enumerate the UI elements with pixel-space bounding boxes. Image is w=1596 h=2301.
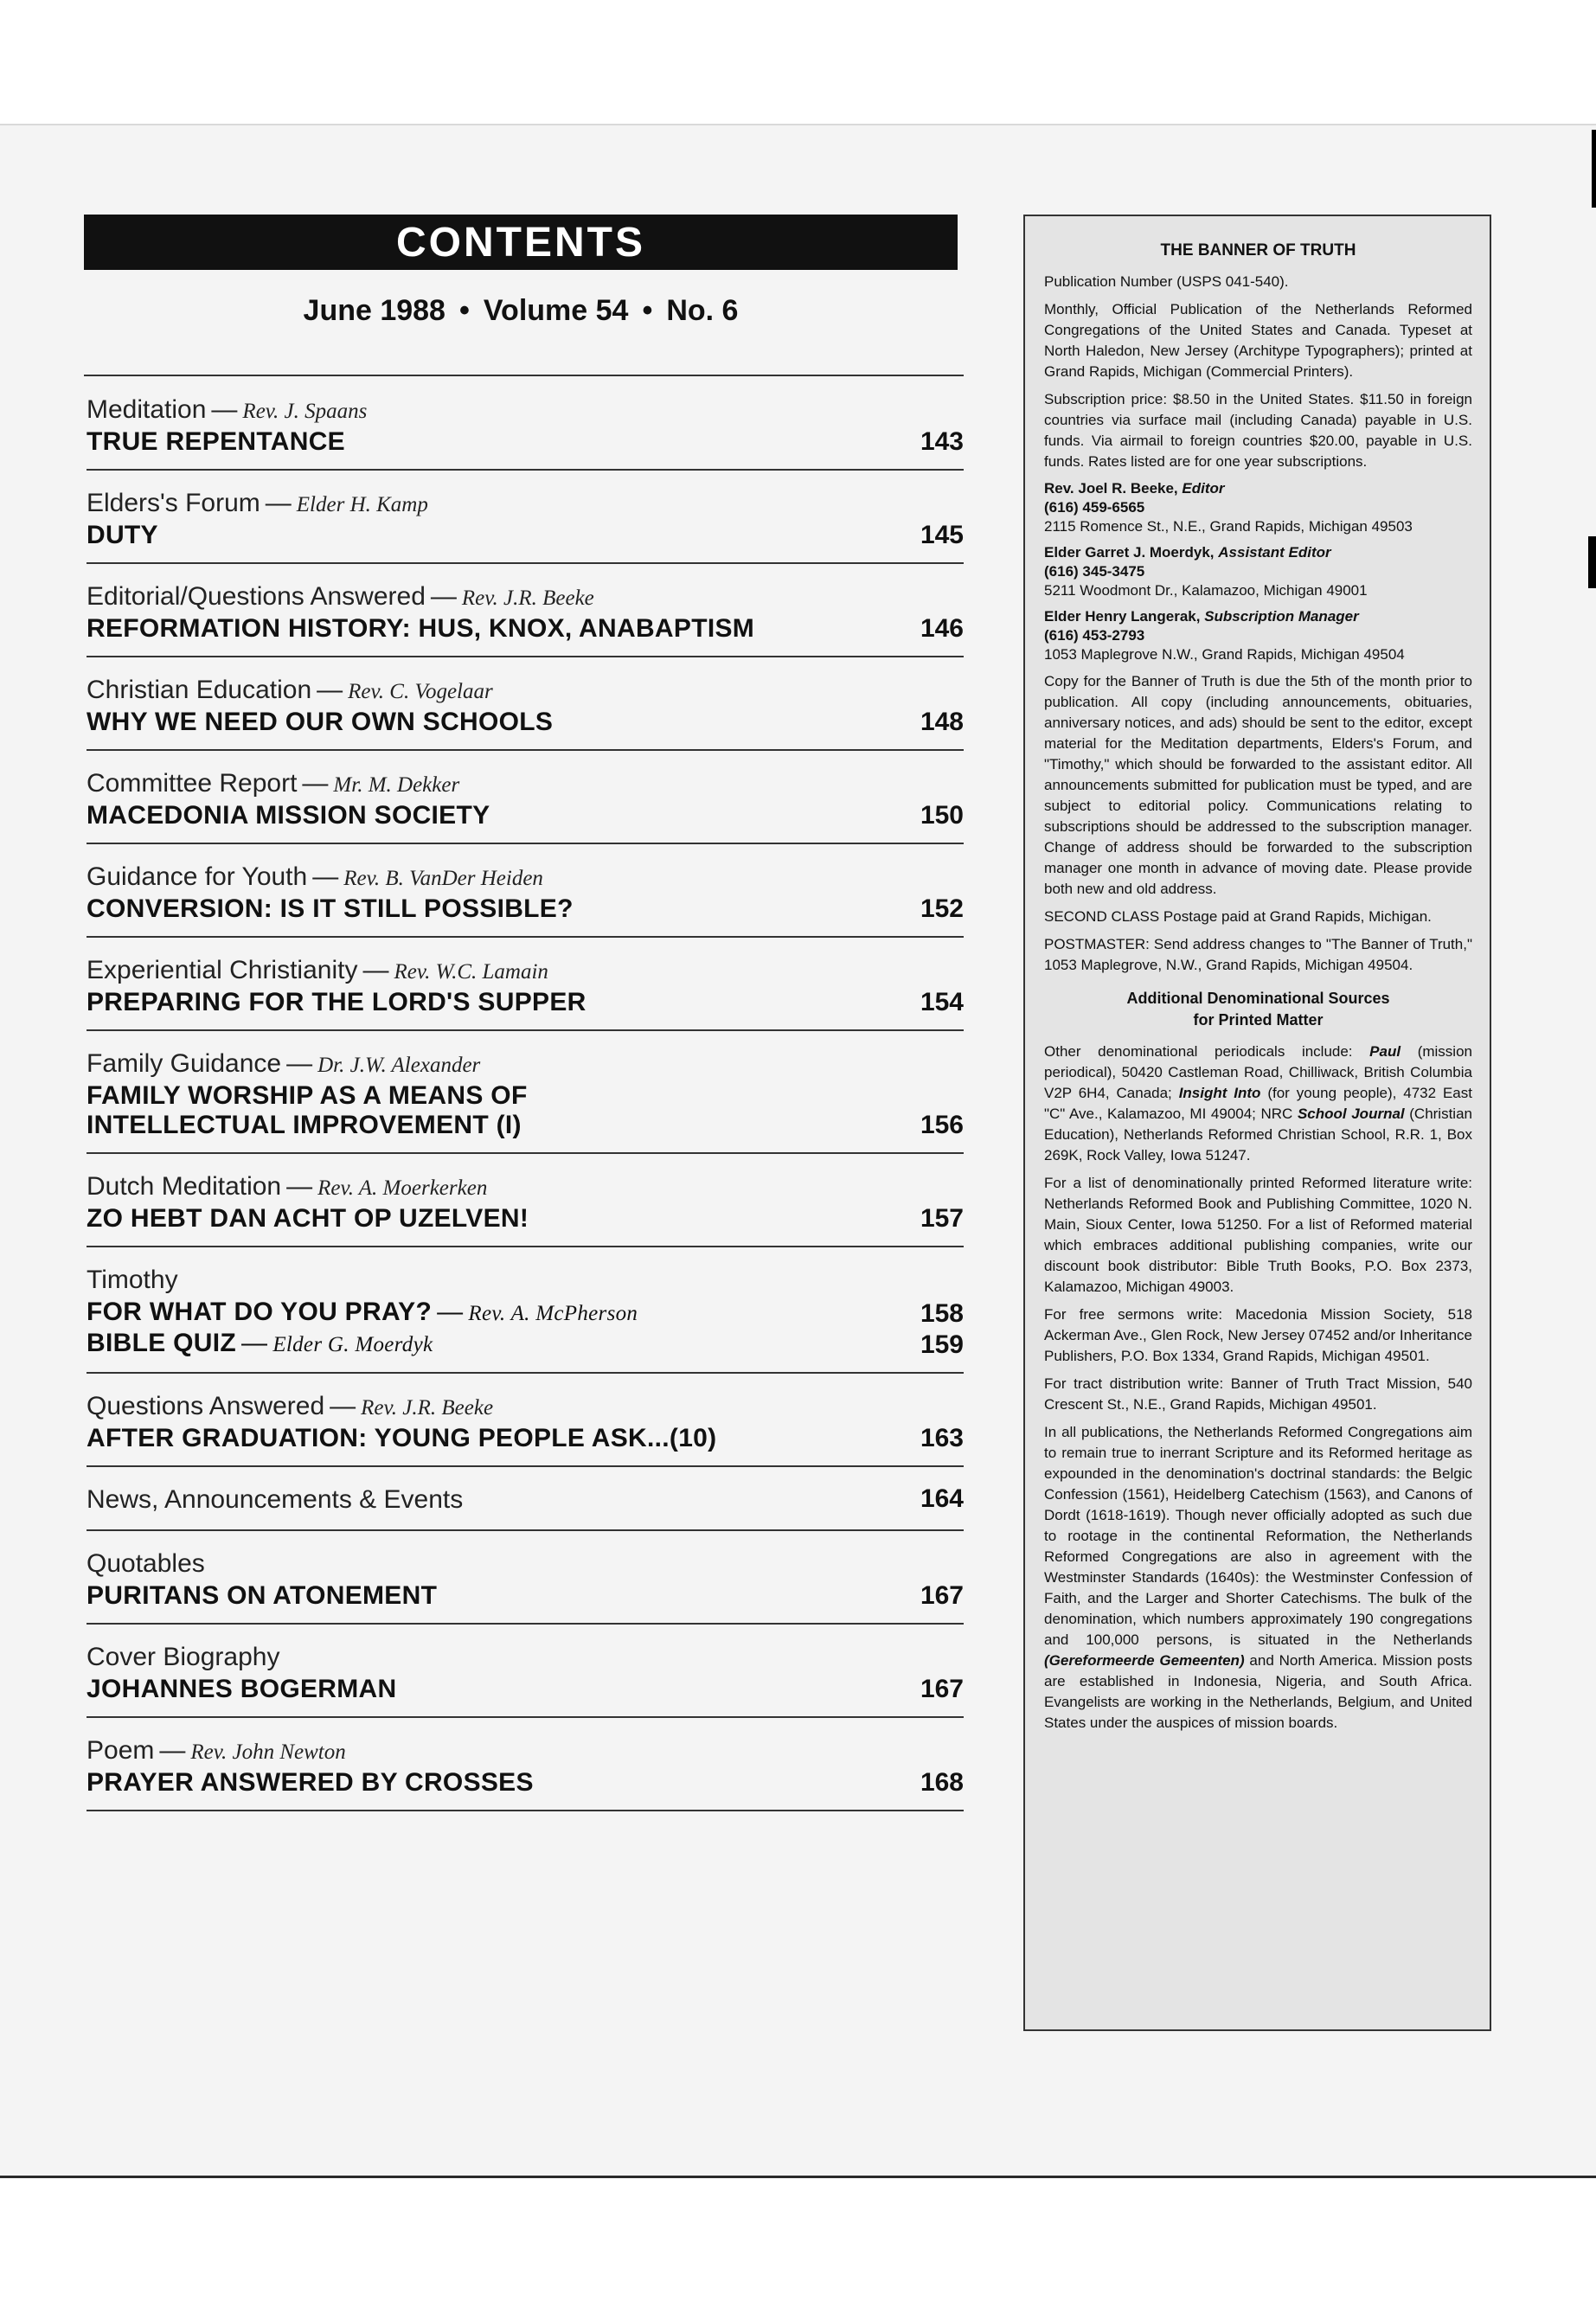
literature-info: For a list of denominationally printed Reformed literature write: Netherlands Reformed Book and Publishing Committee, 1020 N. Main, Sioux Center, Iowa 51250. For a list of Reformed material which embraces additional publishing companies, write our discount book distributor: Bible Truth Books, P.O. Box 2373, Kalamazoo, Michigan 49003.: [1044, 1175, 1472, 1295]
sources-heading: Additional Denominational Sources for Printed Matter: [1126, 990, 1390, 1029]
toc-department: Christian Education — Rev. C. Vogelaar: [87, 676, 493, 704]
toc-title: MACEDONIA MISSION SOCIETY: [87, 801, 490, 830]
toc-title: PREPARING FOR THE LORD'S SUPPER: [87, 988, 586, 1016]
divider: [84, 375, 964, 376]
toc-title: BIBLE QUIZ — Elder G. Moerdyk: [87, 1329, 433, 1357]
contents-banner: CONTENTS: [84, 215, 958, 270]
periodicals-info: Other denominational periodicals include: Paul (mission periodical), 50420 Castleman Road, Chilliwack, British Columbia V2P 6H4, Canada; Insight Into (for young people), 4732 East "C" Ave., Kalamazoo, MI 49004; NRC School Journal (Christian Education), Netherlands Reformed Christian School, R.R. 1, Box 269K, Rock Valley, Iowa 51247.: [1044, 1043, 1472, 1163]
toc-page-number: 168: [920, 1768, 964, 1797]
toc-department: Meditation — Rev. J. Spaans: [87, 395, 368, 424]
toc-department: Elders's Forum — Elder H. Kamp: [87, 489, 428, 517]
issue-number: No. 6: [666, 294, 739, 327]
toc-department: Experiential Christianity — Rev. W.C. Lamain: [87, 956, 548, 984]
toc-entry[interactable]: [87, 564, 964, 657]
toc-author: Rev. B. VanDer Heiden: [343, 867, 543, 890]
toc-department: Cover Biography: [87, 1643, 280, 1671]
toc-author: Rev. C. Vogelaar: [348, 680, 493, 703]
toc-department: Editorial/Questions Answered — Rev. J.R. Beeke: [87, 582, 594, 611]
toc-entry[interactable]: [87, 1154, 964, 1247]
scan-edge-mark: [1588, 536, 1596, 588]
toc-page-number: 158: [920, 1299, 964, 1328]
toc-entry[interactable]: [87, 1247, 964, 1374]
subscription-info: Subscription price: $8.50 in the United States. $11.50 in foreign countries via surface mail (including Canada) payable in U.S. funds. Via airmail to foreign countries $20.00, payable in U.S. funds. Rates listed are for one year subscriptions.: [1044, 391, 1472, 470]
publication-about: Monthly, Official Publication of the Netherlands Reformed Congregations of the United States and Canada. Typeset at North Haledon, New Jersey (Architype Typographers); printed at Grand Rapids, Michigan (Commercial Printers).: [1044, 301, 1472, 380]
toc-entry[interactable]: [87, 1374, 964, 1467]
toc-entry[interactable]: [87, 751, 964, 844]
toc-department: Dutch Meditation — Rev. A. Moerkerken: [87, 1172, 488, 1201]
toc-page-number: 167: [920, 1581, 964, 1610]
masthead-title: THE BANNER OF TRUTH: [1160, 241, 1356, 260]
toc-department: Timothy: [87, 1266, 178, 1294]
toc-title: PURITANS ON ATONEMENT: [87, 1581, 438, 1610]
toc-author: Elder H. Kamp: [296, 493, 428, 516]
toc-title: WHY WE NEED OUR OWN SCHOOLS: [87, 708, 554, 736]
toc-author: Rev. John Newton: [190, 1740, 346, 1764]
toc-title: FOR WHAT DO YOU PRAY? — Rev. A. McPherson: [87, 1298, 638, 1326]
publication-number: Publication Number (USPS 041-540).: [1044, 273, 1289, 290]
toc-department: Questions Answered — Rev. J.R. Beeke: [87, 1392, 494, 1420]
toc-title: JOHANNES BOGERMAN: [87, 1675, 397, 1703]
toc-page-number: 156: [920, 1111, 964, 1139]
toc-author: Rev. J.R. Beeke: [461, 586, 594, 610]
issue-volume: Volume 54: [483, 294, 629, 327]
toc-author: Rev. A. McPherson: [468, 1302, 638, 1325]
toc-department: Guidance for Youth — Rev. B. VanDer Heiden: [87, 862, 543, 891]
toc-title: INTELLECTUAL IMPROVEMENT (I): [87, 1111, 522, 1139]
toc-department: Family Guidance — Dr. J.W. Alexander: [87, 1049, 481, 1078]
copy-policy: Copy for the Banner of Truth is due the 5th of the month prior to publication. All copy (including announcements, obituaries, anniversary notices, and ads) should be sent to the editor, except material for the Meditation departments, Elders's Forum, and "Timothy," which should be forwarded to the assistant editor. All announcements submitted for publication must be typed, and are subject to editorial policy. Communications relating to subscriptions should be addressed to the subscription manager. Change of address should be forwarded to the subscription manager one month in advance of moving date. Please provide both new and old address.: [1044, 673, 1472, 897]
sermons-info: For free sermons write: Macedonia Mission Society, 518 Ackerman Ave., Glen Rock, New Jersey 07452 and/or Inheritance Publishers, P.O. Box 1334, Grand Rapids, Michigan 49501.: [1044, 1306, 1472, 1364]
tracts-info: For tract distribution write: Banner of Truth Tract Mission, 540 Crescent St., N.E., Grand Rapids, Michigan 49501.: [1044, 1375, 1472, 1413]
postmaster-note: POSTMASTER: Send address changes to "The Banner of Truth," 1053 Maplegrove, N.W., Grand Rapids, Michigan 49504.: [1044, 936, 1472, 973]
toc-page-number: 146: [920, 614, 964, 643]
toc-page-number: 148: [920, 708, 964, 736]
toc-page-number: 157: [920, 1204, 964, 1233]
toc-title: REFORMATION HISTORY: HUS, KNOX, ANABAPTISM: [87, 614, 755, 643]
issue-line: [84, 294, 958, 328]
toc-page-number: 167: [920, 1675, 964, 1703]
toc-entry[interactable]: [87, 938, 964, 1031]
toc-author: Rev. J. Spaans: [242, 400, 368, 423]
toc-author: Rev. J.R. Beeke: [361, 1396, 494, 1420]
toc-entry[interactable]: [87, 1531, 964, 1625]
table-of-contents: [87, 377, 964, 1811]
toc-page-number: 164: [920, 1484, 964, 1513]
toc-entry[interactable]: [87, 1031, 964, 1154]
toc-entry[interactable]: [87, 1625, 964, 1718]
toc-author: Rev. A. Moerkerken: [317, 1176, 488, 1200]
toc-author: Elder G. Moerdyk: [272, 1333, 433, 1356]
toc-page-number: 154: [920, 988, 964, 1016]
editor-contact: Rev. Joel R. Beeke, Editor (616) 459-6565 2115 Romence St., N.E., Grand Rapids, Michigan 49503: [1044, 480, 1413, 535]
toc-department: Quotables: [87, 1549, 205, 1578]
assistant-editor-contact: Elder Garret J. Moerdyk, Assistant Editor (616) 345-3475 5211 Woodmont Dr., Kalamazoo, Michigan 49001: [1044, 544, 1368, 599]
toc-author: Dr. J.W. Alexander: [317, 1054, 481, 1077]
toc-author: Rev. W.C. Lamain: [394, 960, 548, 984]
toc-author: Mr. M. Dekker: [333, 773, 460, 797]
toc-title: AFTER GRADUATION: YOUNG PEOPLE ASK...(10): [87, 1424, 717, 1452]
toc-page-number: 150: [920, 801, 964, 830]
toc-title: TRUE REPENTANCE: [87, 427, 345, 456]
toc-page-number: 145: [920, 521, 964, 549]
toc-title: FAMILY WORSHIP AS A MEANS OF: [87, 1081, 528, 1110]
toc-entry[interactable]: [87, 844, 964, 938]
toc-entry[interactable]: [87, 471, 964, 564]
toc-department: Committee Report — Mr. M. Dekker: [87, 769, 460, 798]
toc-page-number: 163: [920, 1424, 964, 1452]
toc-title: CONVERSION: IS IT STILL POSSIBLE?: [87, 894, 574, 923]
toc-entry[interactable]: [87, 657, 964, 751]
issue-date: June 1988: [303, 294, 445, 327]
toc-page-number: 152: [920, 894, 964, 923]
doctrine-statement: In all publications, the Netherlands Reformed Congregations aim to remain true to inerrant Scripture and its Reformed heritage as expounded in the denomination's doctrinal standards: the Belgic Confession (1561), Heidelberg Catechism (1563), and Canons of Dordt (1618-1619). Though never officially adopted as such due to rootage in the continental Reformation, the Netherlands Reformed Congregations are also in agreement with the Westminster Standards (1640s): the Westminster Confession of Faith, and the Larger and Shorter Catechisms. The bulk of the denomination, which numbers approximately 190 congregations and 100,000 persons, is situated in the Netherlands (Gereformeerde Gemeenten) and North America. Mission posts are established in Indonesia, Nigeria, and South Africa. Evangelists are working in the Netherlands, Belgium, and United States under the auspices of mission boards.: [1044, 1424, 1472, 1731]
toc-page-number: 159: [920, 1330, 964, 1359]
toc-entry[interactable]: [87, 1718, 964, 1811]
subscription-manager-contact: Elder Henry Langerak, Subscription Manager (616) 453-2793 1053 Maplegrove N.W., Grand Rapids, Michigan 49504: [1044, 608, 1405, 663]
toc-title: PRAYER ANSWERED BY CROSSES: [87, 1768, 534, 1797]
toc-page-number: 143: [920, 427, 964, 456]
toc-department: News, Announcements & Events: [87, 1485, 464, 1514]
toc-entry[interactable]: [87, 377, 964, 471]
toc-department: Poem — Rev. John Newton: [87, 1736, 346, 1765]
scan-edge-mark: [1592, 130, 1596, 208]
toc-title: DUTY: [87, 521, 158, 549]
masthead-box: [1023, 215, 1491, 2031]
postage-note: SECOND CLASS Postage paid at Grand Rapids, Michigan.: [1044, 908, 1432, 925]
bullet-separator: •: [458, 294, 470, 327]
toc-entry[interactable]: [87, 1467, 964, 1531]
bullet-separator: •: [642, 294, 653, 327]
toc-title: ZO HEBT DAN ACHT OP UZELVEN!: [87, 1204, 529, 1233]
